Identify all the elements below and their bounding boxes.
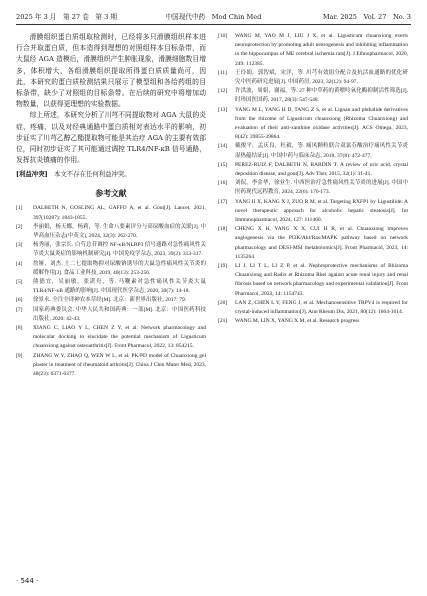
reference-text: 戴俊平，孟庆良，杜毅，等. 痛风颗粒联合双氯芬酸治疗痛风性关节炎湿热蕴结证[J]. 中国中药与临床杂志, 2018, 37(8): 472-477. (235, 143, 408, 159)
reference-item (16, 260, 206, 278)
reference-item (218, 317, 408, 326)
reference-number: [11] (218, 69, 227, 76)
running-header (16, 8, 411, 25)
reference-list-right (218, 32, 408, 327)
reference-number: [15] (218, 161, 228, 168)
reference-text: YANG II X, KANG X J, ZUO R M, et al. Targeting RXFP1 by Ligustilide: A novel therapeutic approach for alcoholic hepatic steatosis[J]. Int Immunopharmacol, 2024, 127: 111460. (235, 198, 408, 224)
reference-number: [19] (218, 263, 228, 270)
right-column (218, 32, 408, 327)
conflict-statement (16, 169, 206, 179)
reference-number: [10] (218, 33, 228, 39)
reference-number: [5] (16, 279, 23, 286)
left-column (16, 32, 206, 379)
header-journal: 中国现代中药 Mod Chin Med (165, 13, 262, 21)
reference-text: LAN Z, CHEN L Y, FENG J, et al. Mechanosensitive TRPV4 is required for crystal-induced inflammation[J]. Ann Rheum Dis, 2021, 80(12): 1604-1614. (235, 299, 408, 316)
reference-text: XIANG C, LIAO Y L, CHEN Z Y, et al. Network pharmacology and molecular docking to elucidate the potential mechanism of Ligusticum chuanxiong against osteoarthritis[J]. Front Pharmacol, 2022, 13: 854215. (33, 325, 206, 350)
reference-number: [18] (218, 226, 228, 233)
conflict-text: 本文不存在任何利益冲突。 (54, 170, 131, 179)
reference-item (16, 306, 206, 324)
reference-number: [20] (218, 299, 228, 306)
reference-item (218, 299, 408, 317)
reference-number: [12] (218, 88, 228, 95)
reference-text: ZHANG W Y, ZHAO Q, WEN W L, et al. PK/PD model of Chuanxiong gel plaster in treatment of rheumatoid arthritis[J]. China J Chin Mater Med, 2023, 48(23): 6371-6377. (33, 352, 206, 378)
reference-number: [9] (16, 352, 23, 359)
reference-text: 徐景永. 全注全译神农本草经[M]. 北京：新世界出版社, 2017: 79. (33, 297, 187, 304)
reference-text: CHENG X H, YANG X X, CUI H R, et al. Chuanxiong improves angiogenesis via the PI3K/Akt/Ras/MAPK pathway based on network pharmacology and DESI-MSI metabolomics[J]. Front Pharmacol, 2023, 14: 1135264. (235, 226, 408, 260)
reference-item (16, 241, 206, 259)
reference-text: 许洪波，周娟，谢福，等. 27 种中草药的黄嘌呤氧化酶抑制活性筛选[J]. 时珍国医国药, 2017, 28(3): 547-548. (235, 88, 408, 104)
reference-number: [6] (16, 297, 23, 304)
reference-item (16, 223, 206, 241)
reference-number: [17] (218, 198, 228, 205)
page-number: · 544 · (16, 577, 39, 585)
reference-text: LI J, LI T L, LI Z P, et al. Nephroprotective mechanisms of Rhizoma Chuanxiong and Radix et Rhizoma Rhei against acute renal injury and renal fibrosis based on network pharmacology and experimental validation[J]. Front Pharmacol, 2023, 14: 1154743. (235, 263, 408, 297)
reference-number: [2] (16, 223, 23, 230)
reference-item (16, 278, 206, 296)
reference-item (218, 87, 408, 105)
reference-item (16, 324, 206, 352)
reference-text: 熊德宜，吴丽敏，张湛舟，等. 马鞭素对急性痛风性关节炎大鼠 TLR4/NF-κB 通路的影响[J]. 中国现代医学杂志, 2020, 30(7): 14-18. (33, 279, 206, 295)
reference-number: [16] (218, 180, 228, 187)
reference-item (218, 198, 408, 226)
reference-text: 国家药典委员会. 中华人民共和国药典：一部[M]. 北京：中国医药科技出版社, 2020: 42-43. (33, 306, 206, 322)
reference-number: [4] (16, 260, 23, 267)
reference-text: 王玲娟，郭智斌，宋洋，等. 川芎有效组分配合及抗活血通路的优化研究中医药研究进展[J]. 中国药房, 2023, 32(12): 94-97. (235, 69, 408, 86)
references-heading: 参考文献 (95, 189, 127, 199)
reference-number: [8] (16, 325, 23, 332)
reference-item (218, 32, 408, 69)
reference-item (16, 352, 206, 380)
reference-item (16, 204, 206, 222)
body-paragraph: 滑膜组织蛋白质组取检测时，已经将多只滑膜组织样本进行合并取蛋白质，但本造得到理想的对照组样本目标条带，而大鼠经 AGA 造模后，滑膜组织产生肿胀现象，滑膜细胞数目增多，体积增大，各组滑膜组织提取所得蛋白质质量尚可，因此，本研究的蛋白质检测结果只展示了模型组和各给药组的目标条带，缺少了对照组的目标条带。在后续的研究中将增加动物数量，以获得更理想的实验数据。 (16, 33, 206, 109)
reference-number: [7] (16, 306, 23, 313)
reference-item (218, 161, 408, 179)
reference-item (16, 296, 206, 305)
body-paragraph: 综上所述，本研究分析了川芎不同提取物对 AGA 大鼠的炎症、疼痛、以及对经典通路中蛋白质相对表达水平的影响，初步证实了川芎乙醇乙酯提取物可能是其治疗 AGA 的主要有效部位，同时初步证实了其可能通过调控 TLR4/NF-κB 信号通路，发挥抗炎镇痛的作用。 (16, 111, 206, 165)
reference-item (218, 142, 408, 160)
reference-text: WANG M, LIN X, YANG X M, et al. Research progress (235, 318, 360, 325)
header-issue: 2025 年 3 月 第 27 卷 第 3 期 (16, 13, 117, 21)
reference-number: [1] (16, 205, 23, 212)
conflict-label: [利益冲突] (16, 170, 48, 179)
reference-item (218, 225, 408, 262)
reference-text: 杨秀丽，张宗长. 白芍总苷调控 NF-κB/NLRP3 信号通路对急性痛风性关节炎大鼠炎症的影响机制研究[J]. 中国免疫学杂志, 2023, 39(2): 313-317. (33, 242, 206, 258)
reference-text: PEREZ-RUIZ F, DALBETH N, BARDIN T. A review of uric acid, crystal deposition disease, and gout[J]. Adv Ther, 2015, 32(1): 31-41. (235, 161, 408, 178)
header-issue-en: Mar. 2025 Vol. 27 No. 3 (322, 13, 411, 21)
reference-item (218, 179, 408, 197)
reference-number: [13] (218, 106, 228, 113)
reference-item (218, 262, 408, 299)
reference-item (218, 69, 408, 87)
reference-item (218, 106, 408, 143)
reference-list-left (16, 204, 206, 379)
reference-number: [3] (16, 242, 23, 249)
reference-text: DALBETH N, GOSLING AL, GAFFO A, et al. Gout[J]. Lancet, 2021, 397(10287): 1843-1855. (33, 205, 206, 221)
reference-number: [21] (218, 318, 228, 325)
reference-text: 刘侃，李金华，徐业生. 中西医治疗急性痛风性关节炎的进展[J]. 中国中医药现代远程教育, 2024, 22(6): 170-173. (235, 180, 408, 196)
reference-text: WANG M, YAO M J, LIU J X, et al. Ligusticum chuanxiong exerts neuroprotection by promoting adult neurogenesis and inhibiting inflammation in the hippocampus of ME cerebral ischemia rats[J]. J Ethnopharmacol, 2020, 249: 112385. (235, 33, 408, 67)
reference-text: 李丽娟，杨天娜，杨莉，等. 生命八要素评分与高尿酸血症的关联[J]. 中华高血压杂志(中英文), 2024, 32(3): 262-270. (33, 223, 206, 240)
reference-number: [14] (218, 143, 228, 150)
reference-text: YANG M L, YANG H D, TANG Z S, et al. Lignan and phthalide derivatives from the rhizome of Ligusticum chuanxiong (Rhizoma Chuanxiong) and evaluation of their anti-xanthine oxidase activities[J]. ACS Omega, 2023, 8(42): 39855-39864. (235, 106, 408, 141)
reference-text: 詹娅，刘杰. 土二七提取物抑对尿酸钠诱导的大鼠急性痛风性关节炎的缓解作用[J]. 食品工业科技, 2019, 40(13): 253-256. (33, 260, 206, 276)
